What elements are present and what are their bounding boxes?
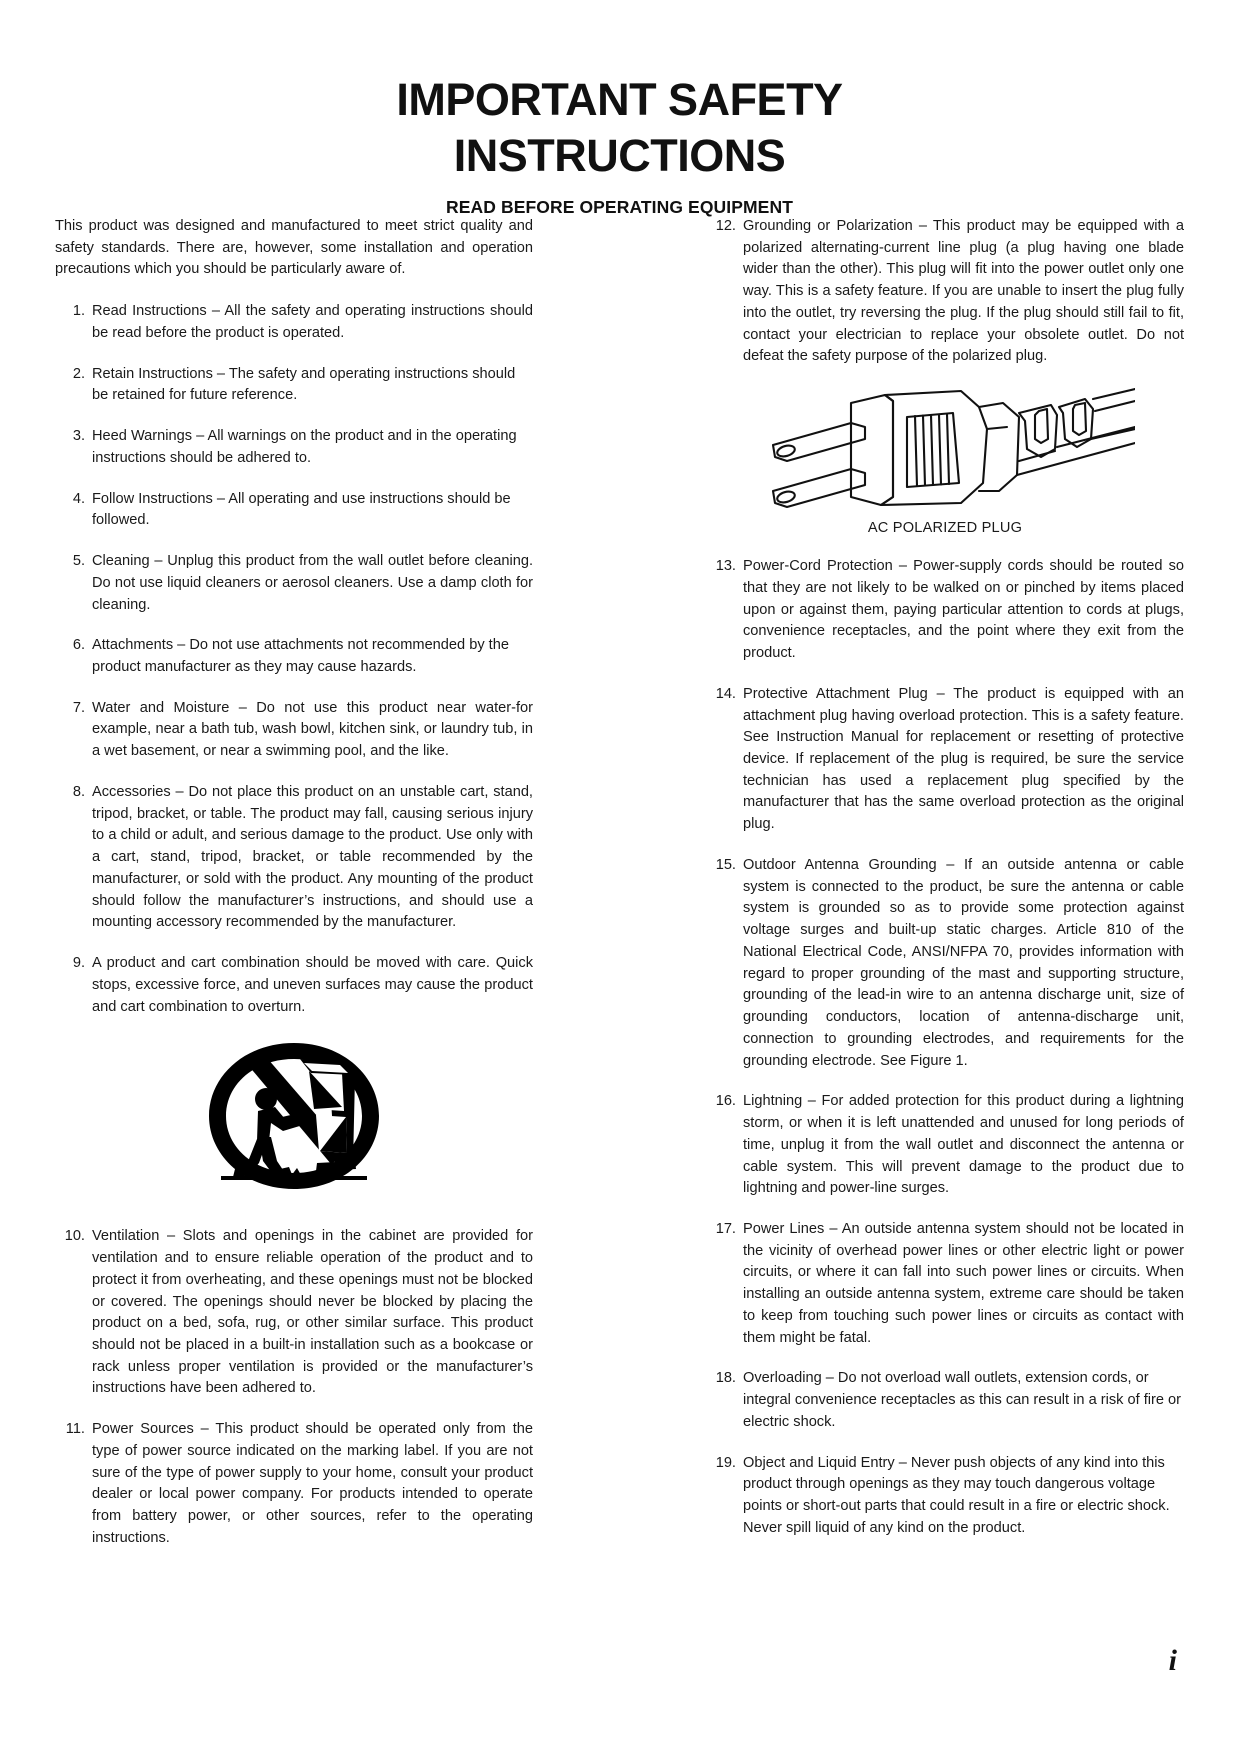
list-item-text: Follow Instructions – All operating and use instructions should be followed. (92, 490, 511, 529)
list-item-text: Power Sources – This product should be operated only from the type of power source indicated on the marking label. If you are not sure of the type of power supply to your home, consult your product dealer or local power company. For products intended to operate from battery power, or other sources, refer to the operating instructions. (92, 1421, 533, 1546)
page-title-line-1: IMPORTANT SAFETY (396, 74, 843, 125)
intro-paragraph: This product was designed and manufactured to meet strict quality and safety standards. There are, however, some installation and operation precautions which you should be particularly aware of. (55, 218, 533, 278)
ac-plug-figure (706, 387, 1184, 514)
list-item-number: 15. (715, 856, 736, 873)
left-column-list-continued (55, 1226, 533, 1549)
title-block (0, 0, 1239, 218)
list-item-number: 2. (72, 365, 85, 382)
list-item-number: 1. (72, 303, 85, 320)
list-item-text: Power Lines – An outside antenna system should not be located in the vicinity of overhead power lines or other electric light or power circuits, or where it can fall into such power lines or circuits. When installing an outside antenna system, extreme care should be taken to keep from touching such power lines or circuits as contact with them might be fatal. (743, 1220, 1184, 1346)
list-item-text: Protective Attachment Plug – The product is equipped with an attachment plug having overload protection. This is a safety feature. See Instruction Manual for replacement or resetting of protective device. If replacement of the plug is required, be sure the service technician has used a replacement plug specified by the manufacturer that has the same overload protection as the original plug. (743, 685, 1184, 833)
list-item (706, 216, 1184, 368)
list-item (706, 1219, 1184, 1349)
list-item-number: 12. (715, 218, 736, 234)
list-item-number: 16. (715, 1093, 736, 1110)
list-item-number: 4. (72, 490, 85, 507)
list-item-number: 14. (715, 685, 736, 702)
list-item (55, 301, 533, 344)
list-item-number: 13. (715, 558, 736, 575)
list-item-text: Outdoor Antenna Grounding – If an outside antenna or cable system is connected to the product, be sure the antenna or cable system is grounded so as to provide some protection against voltage surges and built-up static charges. Article 810 of the National Electrical Code, ANSI/NFPA 70, provides information with regard to proper grounding of the mast and supporting structure, grounding of the lead-in wire to an antenna discharge unit, size of grounding conductors, location of antenna-discharge unit, connection to grounding electrodes, and requirements for the grounding electrode. See Figure 1. (743, 856, 1184, 1069)
list-item-text: Cleaning – Unplug this product from the wall outlet before cleaning. Do not use liquid cleaners or aerosol cleaners. Use a damp cloth for cleaning. (92, 553, 533, 613)
two-column-body (55, 216, 1184, 1569)
cart-tip-over-warning-icon (199, 1037, 389, 1195)
list-item-text: Retain Instructions – The safety and operating instructions should be retained for future reference. (92, 365, 516, 404)
list-item-number: 7. (72, 699, 85, 716)
page-title-line-2: INSTRUCTIONS (453, 129, 786, 181)
list-item-text: Power-Cord Protection – Power-supply cords should be routed so that they are not likely to be walked on or pinched by items placed upon or against them, paying particular attention to cords at plugs, convenience receptacles, and the point where they exit from the product. (743, 558, 1184, 662)
list-item-number: 18. (715, 1370, 736, 1387)
list-item-number: 3. (72, 428, 85, 445)
left-column (55, 216, 533, 1569)
right-column-list-continued (706, 556, 1184, 1539)
list-item-text: Water and Moisture – Do not use this product near water-for example, near a bath tub, wash bowl, kitchen sink, or laundry tub, in a wet basement, or near a swimming pool, and the like. (92, 699, 533, 760)
list-item (706, 855, 1184, 1072)
list-item-text: Accessories – Do not place this product on an unstable cart, stand, tripod, bracket, or table. The product may fall, causing serious injury to a child or adult, and serious damage to the product. Use only with a cart, stand, tripod, bracket, or table recommended by the manufacturer, or sold with the product. Any mounting of the product should follow the manufacturer’s instructions, and should use a mounting accessory recommended by the manufacturer. (92, 783, 533, 931)
list-item (55, 635, 533, 678)
list-item-text: Overloading – Do not overload wall outlets, extension cords, or integral convenience receptacles as this can result in a risk of fire or electric shock. (743, 1370, 1182, 1430)
list-item (55, 953, 533, 1018)
list-item (55, 1419, 533, 1549)
list-item-number: 6. (72, 637, 85, 654)
list-item-number: 9. (72, 955, 85, 972)
page-title (300, 72, 940, 184)
ac-polarized-plug-icon (755, 387, 1135, 509)
list-item-number: 19. (715, 1454, 736, 1471)
page-number: i (1168, 1644, 1177, 1677)
list-item (55, 551, 533, 616)
list-item-number: 10. (64, 1228, 85, 1245)
list-item (55, 489, 533, 532)
list-item-text: Attachments – Do not use attachments not recommended by the product manufacturer as they may cause hazards. (92, 637, 509, 676)
left-column-list (55, 301, 533, 1018)
list-item-text: Read Instructions – All the safety and operating instructions should be read before the product is operated. (92, 303, 533, 341)
list-item (706, 1453, 1184, 1540)
list-item-text: Grounding or Polarization – This product may be equipped with a polarized alternating-current line plug (a plug having one blade wider than the other). This plug will fit into the power outlet only one way. This is a safety feature. If you are unable to insert the plug fully into the outlet, try reversing the plug. If the plug should still fail to fit, contact your electrician to replace your obsolete outlet. Do not defeat the safety purpose of the polarized plug. (743, 218, 1184, 365)
list-item-number: 8. (72, 783, 85, 800)
list-item (55, 364, 533, 407)
list-item-number: 17. (715, 1220, 736, 1237)
list-item-number: 11. (65, 1421, 85, 1438)
list-item-text: Lightning – For added protection for this product during a lightning storm, or when it is left unattended and unused for long periods of time, unplug it from the wall outlet and disconnect the antenna or cable system. This will prevent damage to the product due to lightning and power-line surges. (743, 1093, 1184, 1197)
list-item (706, 684, 1184, 836)
list-item (55, 426, 533, 469)
list-item-text: Ventilation – Slots and openings in the cabinet are provided for ventilation and to ensure reliable operation of the product and to protect it from overheating, and these openings must not be blocked or covered. The openings should never be blocked by placing the product on a bed, sofa, rug, or other similar surface. This product should not be placed in a built-in installation such as a bookcase or rack unless proper ventilation is provided or the manufacturer’s instructions have been adhered to. (92, 1228, 533, 1397)
list-item-text: Heed Warnings – All warnings on the product and in the operating instructions should be adhered to. (92, 428, 517, 466)
ac-plug-caption: AC POLARIZED PLUG (867, 520, 1023, 537)
list-item (706, 1368, 1184, 1433)
list-item-text: A product and cart combination should be moved with care. Quick stops, excessive force, and uneven surfaces may cause the product and cart combination to overturn. (92, 955, 533, 1015)
list-item (55, 1226, 533, 1400)
list-item (706, 556, 1184, 665)
right-column-list (706, 216, 1184, 368)
cart-warning-figure (55, 1037, 533, 1200)
list-item (55, 782, 533, 934)
list-item-text: Object and Liquid Entry – Never push objects of any kind into this product through openings as they may touch dangerous voltage points or short-out parts that could result in a fire or electric shock. Never spill liquid of any kind on the product. (743, 1454, 1170, 1536)
list-item (706, 1091, 1184, 1200)
list-item-number: 5. (72, 553, 85, 570)
list-item (55, 698, 533, 763)
right-column (706, 216, 1184, 1569)
page-subtitle: READ BEFORE OPERATING EQUIPMENT (446, 196, 793, 217)
